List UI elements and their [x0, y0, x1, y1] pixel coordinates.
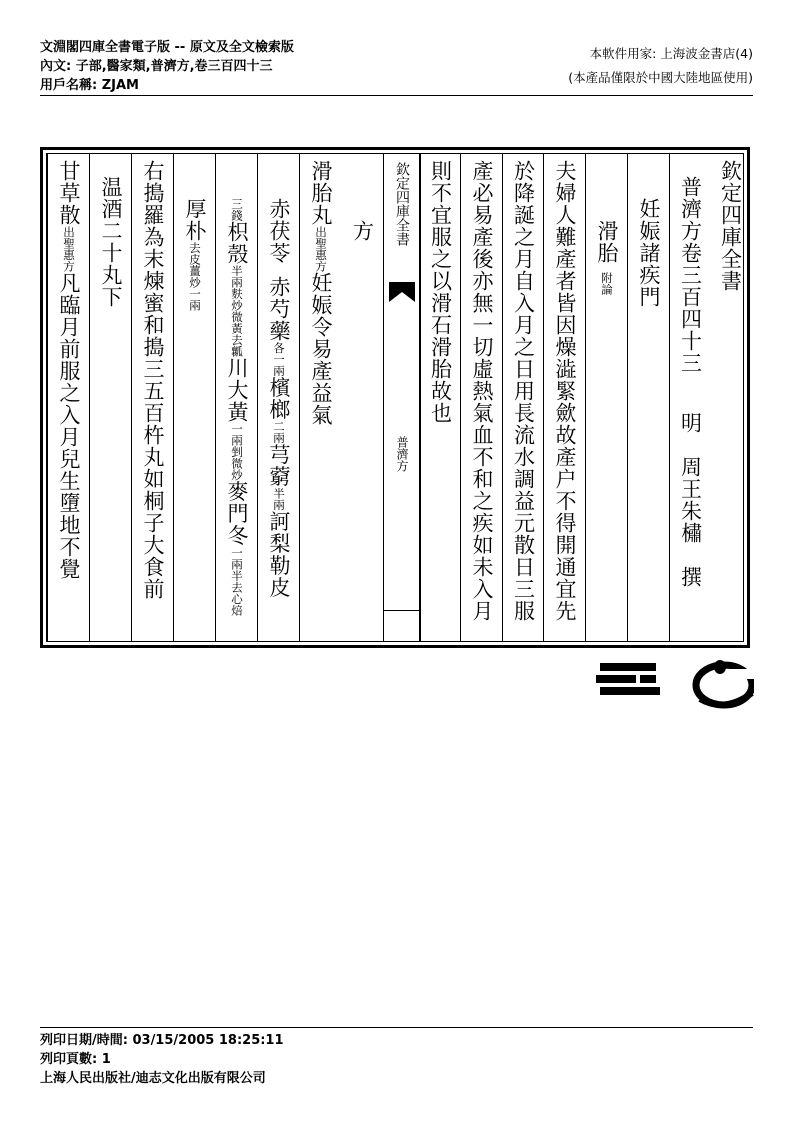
column-9: [341, 154, 383, 641]
column-12-note-d: [222, 547, 251, 616]
column-11-main-e: 訶梨勒皮: [267, 510, 291, 599]
column-11-note-c: 二兩: [272, 420, 286, 444]
header-right: [568, 42, 753, 90]
column-12-note-a: 三錢: [230, 198, 244, 221]
column-14: [131, 154, 173, 641]
column-11-text: [264, 198, 293, 599]
center-volume-label: 普濟方: [395, 436, 409, 472]
column-12-note-c2: 微炒: [230, 457, 244, 481]
column-16-note: [54, 226, 83, 272]
footer-page-count: 列印頁數: 1: [40, 1052, 111, 1067]
column-13-text: [180, 198, 209, 311]
fish-tail-mark: [389, 282, 415, 306]
column-5: [543, 154, 585, 641]
column-14-text: 右搗羅為末煉蜜和搗三五百杵丸如桐子大食前: [141, 160, 165, 600]
column-3: [627, 154, 669, 641]
footer-print-time: 列印日期/時間: 03/15/2005 18:25:11: [40, 1033, 284, 1048]
column-2: [669, 154, 710, 641]
column-4-note: 附論: [600, 272, 614, 295]
column-16-note-b: 惠方: [62, 249, 76, 272]
column-10-note-a: 出聖: [314, 226, 328, 249]
column-11-main-b: 赤芍藥: [267, 276, 291, 342]
column-10-note: [306, 226, 335, 272]
column-8: [419, 154, 460, 641]
column-11-main-c: 檳榔: [267, 376, 291, 421]
column-10-main-a: 滑胎丸: [309, 160, 333, 226]
header-region-note: (本產品僅限於中國大陸地區使用): [568, 70, 753, 85]
column-12-note-d1: 一兩半: [230, 546, 244, 581]
column-4-text: [592, 220, 621, 295]
column-11-note-d: 半兩: [272, 487, 286, 511]
column-5-text: 夫婦人難產者皆因燥澁緊歛故產户不得開通宜先: [553, 160, 577, 622]
column-12-note-c1: 一兩剉: [230, 423, 244, 458]
header-content-path: 內文: 子部,醫家類,普濟方,卷三百四十三: [40, 59, 273, 74]
column-2-title: [676, 176, 705, 374]
column-10-text: [306, 160, 335, 426]
column-12-note-b1: 半兩麩炒: [230, 265, 244, 311]
column-12-main-c: 川大黃: [225, 357, 249, 423]
center-fold: [383, 154, 421, 641]
column-11-note-b: 各一兩: [272, 342, 286, 377]
column-12: [215, 154, 257, 641]
column-9-text: 方: [350, 220, 375, 242]
column-16-main-a: 甘草散: [57, 160, 81, 226]
header-rule: [40, 95, 753, 96]
column-11-main-d: 芎藭: [267, 443, 291, 488]
publisher-logo-left: [596, 655, 664, 699]
column-10-main-b: 妊娠令易產益氣: [309, 272, 333, 426]
column-10: [299, 154, 341, 641]
column-4-main: 滑胎: [595, 220, 619, 264]
header-username: 用戶名稱: ZJAM: [40, 78, 139, 93]
center-book-title: 欽定四庫全書: [394, 162, 410, 246]
column-8-text: 則不宜服之以滑石滑胎故也: [428, 160, 453, 424]
header-licensee: 本軟件用家: 上海波金書店(4): [589, 46, 753, 61]
column-12-note-b2: 微黃去瓤: [230, 311, 244, 357]
column-13-note-b: 炒一兩: [188, 276, 202, 311]
column-2-title-text: 普濟方卷三百四十三: [678, 176, 703, 374]
column-12-main-d: 麥門冬: [225, 480, 249, 547]
column-12-main-a: 枳殼: [225, 221, 249, 265]
column-12-note-d2: 去心焙: [230, 581, 244, 616]
column-1: [710, 154, 750, 641]
column-15-text: 温酒二十丸下: [99, 176, 123, 308]
column-13-main: 厚朴: [183, 198, 207, 242]
column-1-text: 欽定四庫全書: [718, 160, 743, 292]
column-16-text: [54, 160, 83, 580]
column-7: [460, 154, 502, 641]
header-left: [40, 38, 294, 95]
column-6: [502, 154, 543, 641]
column-16-main-b: 凡臨月前服之入月兒生墮地不覺: [57, 272, 81, 580]
column-13-note-a: 去皮薑: [188, 242, 202, 277]
column-10-note-b: 惠方: [314, 249, 328, 272]
column-15: [89, 154, 131, 641]
column-13-note: [180, 242, 209, 311]
column-16: [47, 154, 89, 641]
page-inner-frame: [46, 153, 744, 642]
column-16-note-a: 出聖: [62, 226, 76, 249]
center-bottom-rule: [384, 610, 420, 611]
column-12-note-b: [222, 265, 251, 357]
column-3-text: 妊娠諸疾門: [637, 198, 661, 308]
column-11: [257, 154, 299, 641]
footer: [40, 1031, 284, 1088]
footer-publisher: 上海人民出版社/迪志文化出版有限公司: [40, 1071, 266, 1086]
footer-rule: [40, 1027, 753, 1028]
column-12-text: [222, 198, 251, 616]
column-11-main-a: 赤茯苓: [267, 198, 291, 264]
column-7-text: 產必易產後亦無一切虛熱氣血不和之疾如未入月: [470, 160, 494, 622]
column-12-note-c: [222, 423, 251, 481]
column-2-author: 明 周王朱橚 撰: [678, 412, 703, 588]
column-6-text: 於降誕之月自入月之日用長流水調益元散日三服: [511, 160, 536, 622]
column-13: [173, 154, 215, 641]
column-4: [585, 154, 627, 641]
header-title: 文淵閣四庫全書電子版 -- 原文及全文檢索版: [40, 40, 294, 55]
page-frame: [40, 147, 750, 648]
publisher-logo-right: [690, 655, 754, 711]
